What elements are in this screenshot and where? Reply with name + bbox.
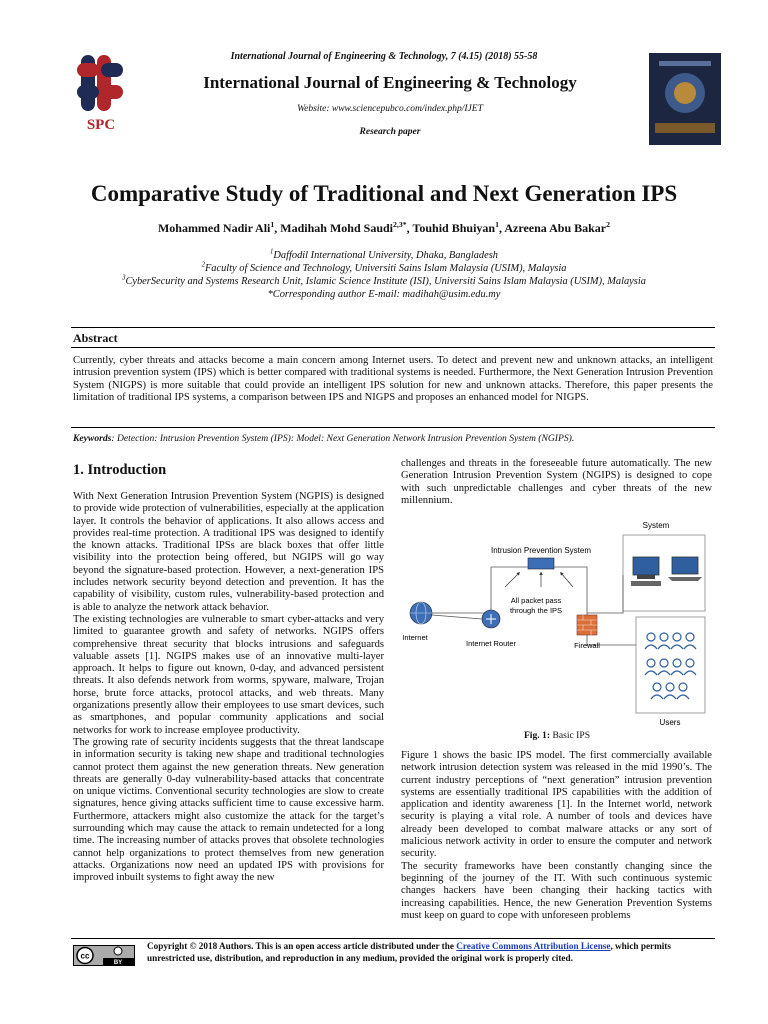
journal-website: Website: www.sciencepubco.com/index.php/IJET — [297, 104, 483, 114]
body-paragraph: Figure 1 shows the basic IPS model. The first commercially available network intrusion detection system was released in the mid 1990’s. The current industry perceptions of “next generation” intrusion prevention systems are essentially traditional IPS capabilities with the addition of application and identity awareness [1]. In the Internet world, network security is playing a vital role. A number of tools and devices have already been developed to combat malware attacks or any sort of malicious network activity in order to ensure the computer and network security. — [401, 750, 712, 860]
affiliation-sup: 1 — [270, 248, 274, 256]
figure-label-router: Internet Router — [465, 639, 517, 648]
keywords-text: : Detection: Intrusion Prevention System (IPS): Model: Next Generation Network Intrusion Prevention System (NGIPS). — [111, 433, 575, 444]
affiliation-text: Daffodil International University, Dhaka, Bangladesh — [273, 250, 498, 261]
connection-line — [421, 567, 491, 613]
journal-title: International Journal of Engineering & Technology — [203, 73, 577, 92]
body-paragraph: The security frameworks have been constantly changing since the beginning of the journey of the IT. With such continuous systemic changes hackers have been changing their hacking tactics with increasing capabilities. Hence, the new Generation Prevention Systems must keep on guard to cope with unforeseen problems — [401, 860, 712, 921]
arrow-icon — [561, 573, 573, 587]
caption-label: Fig. 1: — [523, 730, 551, 741]
logo-text: SPC — [86, 117, 116, 133]
right-column-top — [401, 458, 712, 507]
cc-label: cc — [80, 951, 90, 961]
ips-device-icon — [528, 558, 554, 569]
desktop-icon — [631, 557, 661, 586]
publisher-logo — [73, 53, 129, 133]
left-column — [73, 491, 384, 885]
abstract-top-rule — [71, 327, 715, 328]
caption-text: Basic IPS — [550, 730, 591, 741]
keywords — [73, 433, 713, 444]
cc-by-license-icon[interactable] — [73, 945, 135, 966]
author-sup: 2 — [606, 220, 611, 229]
author-name: Azreena Abu Bakar — [504, 221, 607, 235]
figure-label-through: through the IPS — [509, 606, 563, 615]
journal-cover-image — [649, 53, 721, 145]
license-link[interactable]: Creative Commons Attribution License — [456, 941, 611, 951]
body-paragraph: The existing technologies are vulnerable to smart cyber-attacks and very limited to guarantee growth and safety of networks. NGIPS offers comprehensive threat security that blocks intrusions and safeguards valuable assets [1]. NGIPS makes use of an innovative multi-layer approach. It helps to figure out known, 0-day, and advanced persistent threats. It also defends network from worms, spyware, malware, Trojan horse, brute force attacks, protocol attacks, and web threats. Many organizations presently allow their employees to use smart devices, such as smartphones, and popular community applications and social networks for work to increase employee productivity. — [73, 613, 384, 736]
laptop-icon — [668, 557, 702, 581]
abstract-text: Currently, cyber threats and attacks become a main concern among Internet users. To detect and prevent new and unknown attacks, an intelligent intrusion prevention system (IPS) which is better compared with traditional systems is needed. Furthermore, the Next Generation Intrusion Prevention System (NIGPS) is more suitable that could provide an intelligent IPS solution for new and unknown attacks. Therefore, this paper presents the limitation of traditional IPS systems, a comparison between IPS and NIGPS and proposes an enhanced model for NIGPS. — [73, 355, 713, 403]
footer-rule — [71, 938, 715, 939]
author-sup: 2,3* — [393, 220, 407, 229]
router-icon — [482, 610, 500, 628]
right-column-bottom — [401, 750, 712, 922]
connection-line — [554, 567, 623, 613]
affiliation-sup: 3 — [122, 274, 126, 282]
figure-label-internet: Internet — [402, 633, 428, 642]
copyright-suffix: , which permits unrestricted use, distribution, and reproduction in any medium, provided the original work is properly cited. — [147, 941, 671, 963]
figure-caption — [401, 730, 713, 741]
keywords-label: Keywords — [73, 433, 112, 444]
section-heading: 1. Introduction — [73, 462, 167, 478]
firewall-icon — [577, 615, 597, 635]
figure-label-ips: Intrusion Prevention System — [490, 546, 592, 555]
by-label: BY — [113, 960, 123, 966]
author-name: Madihah Mohd Saudi — [280, 221, 394, 235]
figure-label-firewall: Firewall — [574, 641, 600, 650]
author-sup: 1 — [495, 220, 499, 229]
copyright-prefix: Copyright © 2018 Authors. This is an open access article distributed under the — [147, 941, 457, 951]
affiliation-text: Faculty of Science and Technology, Universiti Sains Islam Malaysia (USIM), Malaysia — [204, 263, 567, 274]
connection-line — [432, 615, 482, 619]
author-sup: 1 — [270, 220, 275, 229]
affiliation-text: CyberSecurity and Systems Research Unit, Islamic Science Institute (ISI), Universiti Sains Islam Malaysia (USIM), Malaysia — [125, 276, 646, 287]
affiliation-text: *Corresponding author E-mail: madihah@usim.edu.my — [267, 289, 501, 300]
copyright-notice — [147, 941, 717, 964]
figure-basic-ips — [401, 515, 713, 730]
affiliation — [40, 250, 728, 261]
author-name: Touhid Bhuiyan — [412, 221, 496, 235]
corresponding-author — [40, 289, 728, 300]
body-paragraph: challenges and threats in the foreseeable future automatically. The new Generation Intrusion Prevention System (NGIPS) is designed to cope with such unpredictable challenges and cyber threats of the new millennium. — [401, 458, 712, 506]
author-list: Mohammed Nadir Ali$^1$, Madihah Mohd Saudi$^{2,3*}$, Touhid Bhuiyan$^1$, Azreena Abu Bakar$^2$ — [157, 220, 611, 235]
figure-label-system: System — [642, 521, 670, 530]
users-box — [636, 617, 705, 713]
figure-label-users: Users — [659, 718, 681, 727]
body-paragraph: The growing rate of security incidents suggests that the threat landscape in information security is taking new shape and traditional technologies cannot protect them against the new generation threats. New generation threats are generally 0-day vulnerability-based attacks that concentrate on unique victims. Conventional security technologies are slow to create signatures, hence giving attacks sufficient time to cause excessive harm. Furthermore, attackers might also customize the attack for the target’s surrounding which may cause the attack to remain undetected for a long time. The increasing number of attacks proves that obsolete technologies cannot help organizations to protect themselves from new generation attacks. Organizations now need an updated IPS with provisions for improved inbuilt systems to fight away the new — [73, 736, 384, 884]
paper-type: Research paper — [359, 127, 421, 137]
affiliation — [40, 276, 728, 287]
figure-label-all-packet: All packet pass — [510, 596, 562, 605]
author-name: Mohammed Nadir Ali — [157, 221, 271, 235]
body-paragraph: With Next Generation Intrusion Prevention System (NGPIS) is designed to provide wide protection of vulnerabilities, especially at the application layer. It controls the behavior of applications. It also allows access and provides real-time protection. A traditional IPS was designed to identify the known attacks. Traditional IPSs are black boxes that offer little visibility into the protection being offered, but NGIPS will go way beyond the signature-based protection. However, a next-generation IPS includes network security beyond detection and prevention. It has the capability of visibility, custom rules, vulnerability-based protection and is able to analyze the network attack behavior. — [73, 491, 384, 613]
paper-title: Comparative Study of Traditional and Next Generation IPS — [90, 181, 678, 206]
users-icon — [645, 633, 696, 699]
abstract-head-rule — [71, 347, 715, 348]
journal-citation: International Journal of Engineering & Technology, 7 (4.15) (2018) 55-58 — [230, 51, 538, 62]
affiliation — [40, 263, 728, 274]
affiliation-sup: 2 — [201, 261, 205, 269]
abstract-heading: Abstract — [73, 331, 118, 345]
internet-globe-icon — [410, 602, 432, 624]
abstract-bottom-rule — [71, 427, 715, 428]
arrow-icon — [505, 573, 519, 587]
